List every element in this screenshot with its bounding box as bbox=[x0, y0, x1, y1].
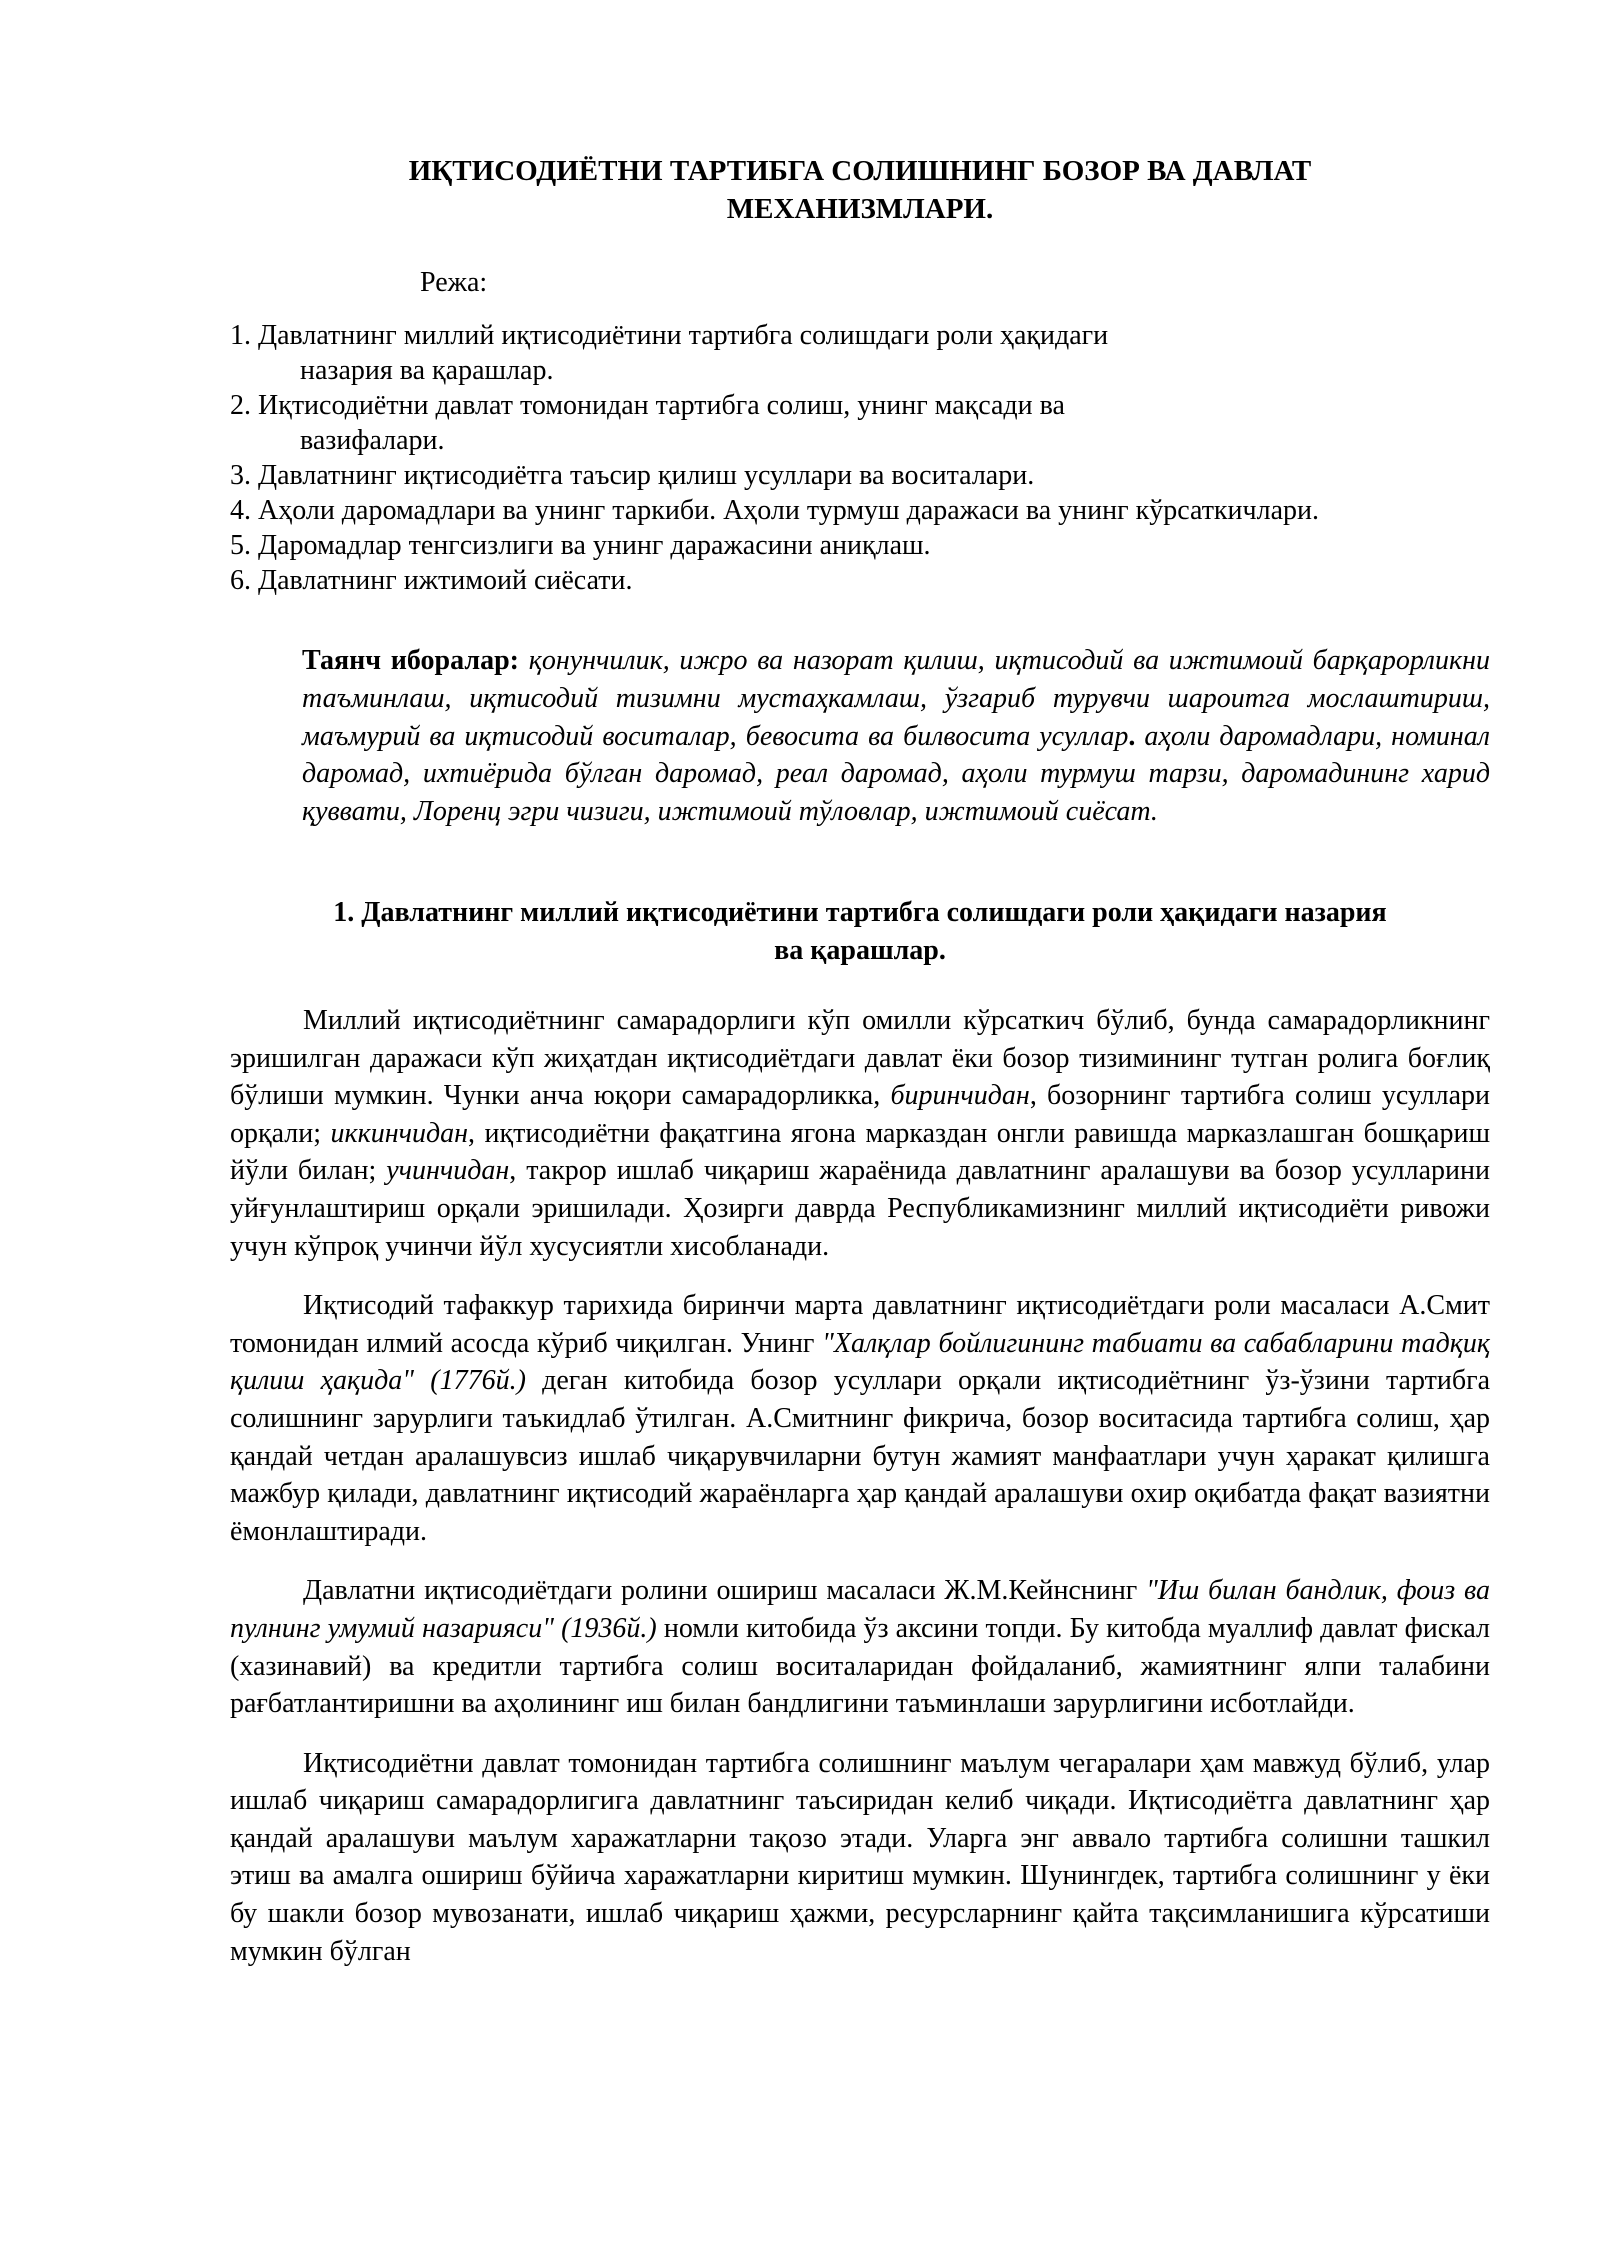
plan-list bbox=[230, 318, 1530, 598]
title-line-1: ИҚТИСОДИЁТНИ ТАРТИБГА СОЛИШНИНГ БОЗОР ВА ДАВЛАТ bbox=[408, 155, 1312, 187]
plan-item-1: 1. Давлатнинг миллий иқтисодиётини тартибга солишдаги роли ҳақидаги bbox=[230, 320, 1109, 351]
title-line-2: МЕХАНИЗМЛАРИ. bbox=[726, 193, 994, 225]
paragraph-4: Иқтисодиётни давлат томонидан тартибга солишнинг маълум чегаралари ҳам мавжуд бўлиб, улар ишлаб чиқариш самарадорлигига давлатнинг таъсиридан келиб чиқади. Иқтисодиётга давлатнинг ҳар қандай аралашуви маълум харажатларни тақозо этади. Уларга энг аввало тартибга солишни ташкил этиш ва амалга ошириш бўйича харажатларни киритиш мумкин. Шунингдек, тартибга солишнинг у ёки бу шакли бозор мувозанати, ишлаб чиқариш ҳажми, ресурсларнинг қайта тақсимланишига кўрсатиши мумкин бўлган bbox=[230, 1747, 1490, 1967]
p2-italic-book-title: "Халқлар бойлигининг табиати ва сабабларини тадқиқ қилиш ҳақида" (1776й.) bbox=[230, 1327, 1490, 1397]
plan-item-2-continuation: вазифалари. bbox=[300, 425, 445, 456]
plan-item-5: 5. Даромадлар тенгсизлиги ва унинг даражасини аниқлаш. bbox=[230, 530, 931, 561]
paragraph-3 bbox=[230, 1572, 1490, 1722]
p3-text-c: номли китобида ўз аксини топди. Бу китобда муаллиф давлат фискал (хазинавий) ва кредитли тартибга солиш воситаларидан фойдаланиб, жамиятнинг ялпи талабини рағбатлантиришни ва аҳолининг иш билан бандлигини таъминлаши зарурлигини исботлайди. bbox=[230, 1612, 1490, 1720]
keywords-text-1: қонунчилик, ижро ва назорат қилиш, иқтисодий ва ижтимоий барқарорликни таъминлаш, иқтисодий тизимни мустаҳкамлаш, ўзгариб турувчи шароитга мослаштириш, маъмурий ва иқтисодий воситалар, бевосита ва билвосита усуллар bbox=[302, 645, 1490, 752]
keywords-dot: . bbox=[1128, 720, 1136, 752]
paragraph-2 bbox=[230, 1287, 1490, 1550]
p2-text-a: Иқтисодий тафаккур тарихида биринчи марта давлатнинг иқтисодиётдаги роли масаласи А.Смит томонидан илмий асосда кўриб чиқилган. Унинг bbox=[230, 1290, 1490, 1359]
section-title-line-2: ва қарашлар. bbox=[774, 935, 946, 966]
p1-text-a: Миллий иқтисодиётнинг самарадорлиги кўп омилли кўрсаткич бўлиб, бунда самарадорликнинг эришилган даражаси кўп жиҳатдан иқтисодиётдаги давлат ёки бозор тизимининг тутган ролига боғлиқ бўлиши мумкин. Чунки анча юқори самарадорликка, bbox=[230, 1005, 1490, 1112]
keywords-text-2: аҳоли даромадлари, номинал даромад, ихтиёрида бўлган даромад, реал даромад, аҳоли турмуш тарзи, даромадининг харид қуввати, Лоренц эгри чизиги, ижтимоий тўловлар, ижтимоий сиёсат. bbox=[302, 720, 1490, 828]
plan-label: Режа: bbox=[420, 267, 488, 298]
p1-italic-d: иккинчидан bbox=[330, 1117, 469, 1149]
plan-item-4: 4. Аҳоли даромадлари ва унинг таркиби. Аҳоли турмуш даражаси ва унинг кўрсаткичлари. bbox=[230, 495, 1319, 526]
body-text bbox=[230, 1002, 1490, 1970]
plan-item-3: 3. Давлатнинг иқтисодиётга таъсир қилиш усуллари ва воситалари. bbox=[230, 460, 1035, 491]
p1-text-c: , бозорнинг тартибга солиш усуллари орқали; bbox=[230, 1080, 1490, 1149]
keywords-label: Таянч иборалар: bbox=[302, 645, 519, 676]
plan-item-6: 6. Давлатнинг ижтимоий сиёсати. bbox=[230, 565, 633, 596]
p3-text-a: Давлатни иқтисодиётдаги ролини ошириш масаласи Ж.М.Кейнснинг bbox=[303, 1575, 1147, 1607]
paragraph-1 bbox=[230, 1002, 1490, 1265]
document-title bbox=[230, 152, 1490, 228]
p1-italic-f: учинчидан bbox=[386, 1155, 510, 1187]
p1-text-e: , иқтисодиётни фақатгина ягона марказдан онгли равишда марказлашган бошқариш йўли билан; bbox=[230, 1117, 1491, 1187]
p3-italic-book-title: "Иш билан бандлик, фоиз ва пулнинг умумий назарияси" (1936й.) bbox=[230, 1575, 1490, 1644]
p1-text-g: , такрор ишлаб чиқариш жараёнида давлатнинг аралашуви ва бозор усулларини уйғунлаштириш орқали эришилади. Ҳозирги даврда Республикамизнинг миллий иқтисодиёти ривожи учун кўпроқ учинчи йўл хусусиятли хисобланади. bbox=[230, 1155, 1490, 1262]
keywords-block bbox=[302, 642, 1490, 831]
section-title-line-1: 1. Давлатнинг миллий иқтисодиётини тартибга солишдаги роли ҳақидаги назария bbox=[333, 897, 1387, 928]
plan-item-1-continuation: назария ва қарашлар. bbox=[300, 355, 554, 386]
p2-text-c: деган китобида бозор усуллари орқали иқтисодиётнинг ўз-ўзини тартибга солишнинг зарурлиги таъкидлаб ўтилган. А.Смитнинг фикрича, бозор воситасида тартибга солиш, ҳар қандай четдан аралашувсиз ишлаб чиқарувчиларни бутун жамият манфаатлари учун ҳаракат қилишга мажбур қилади, давлатнинг иқтисодий жараёнларга ҳар қандай аралашуви охир оқибатда фақат вазиятни ёмонлаштиради. bbox=[230, 1365, 1490, 1547]
plan-item-2: 2. Иқтисодиётни давлат томонидан тартибга солиш, унинг мақсади ва bbox=[230, 390, 1065, 421]
p1-italic-b: биринчидан bbox=[890, 1080, 1030, 1112]
section-title bbox=[230, 894, 1490, 970]
